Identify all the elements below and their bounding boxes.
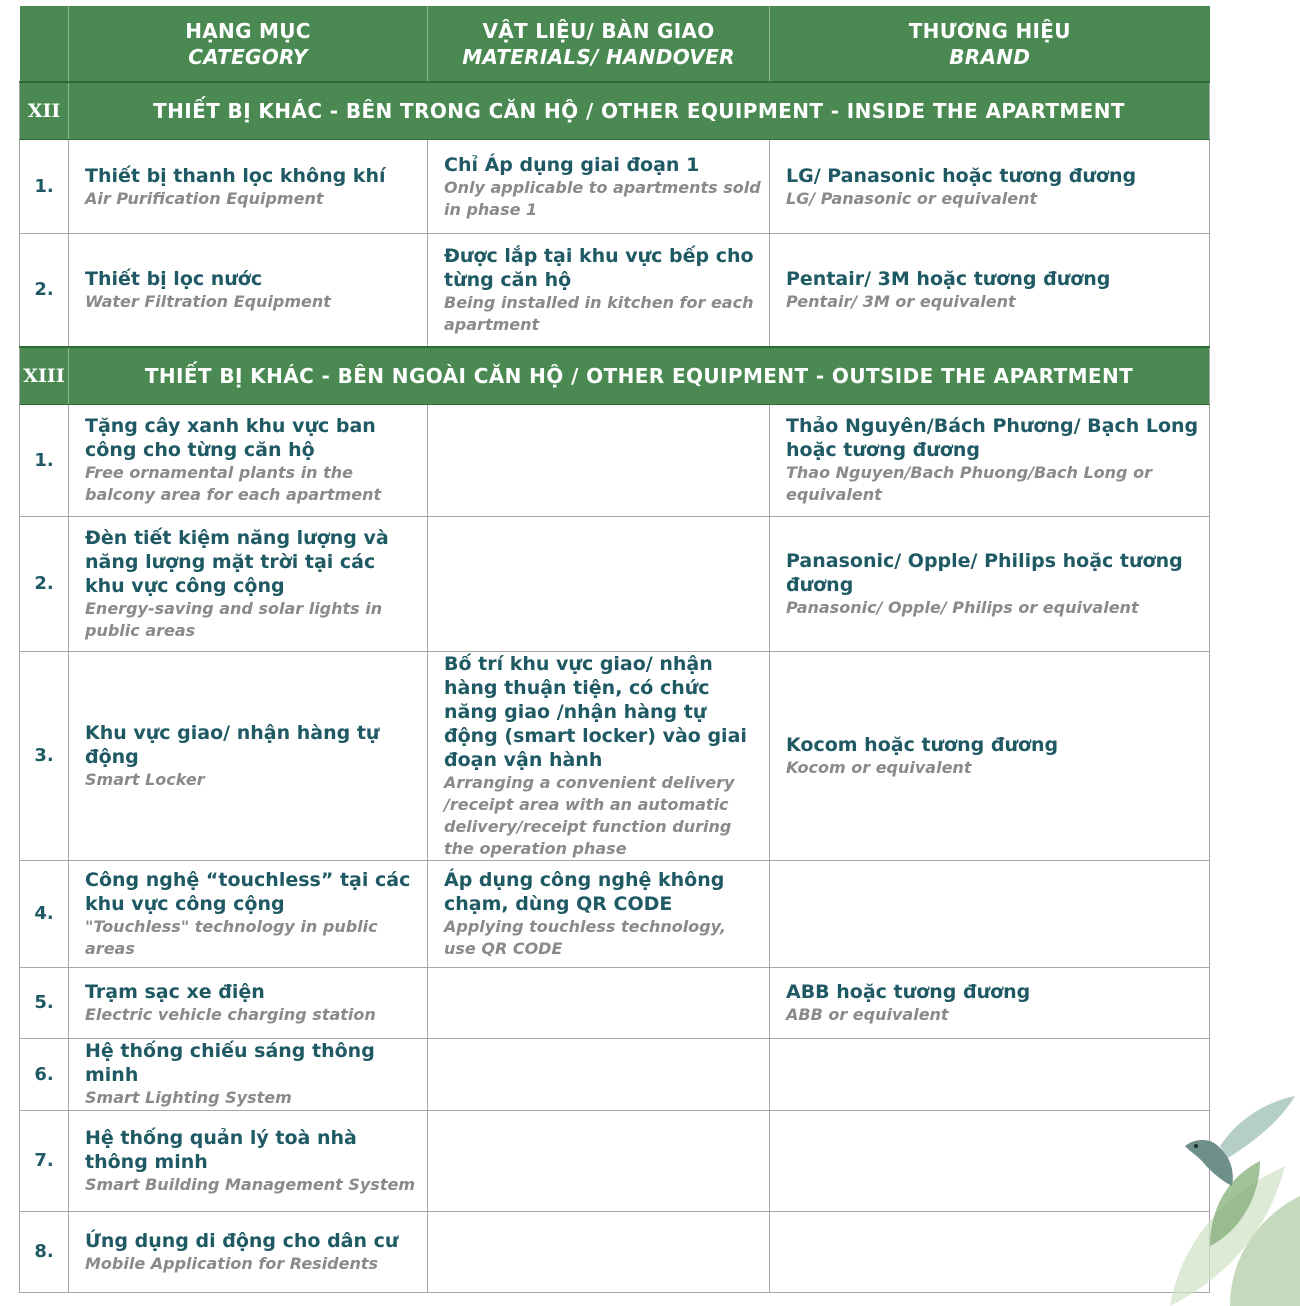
materials-vi: Áp dụng công nghệ không chạm, dùng QR CODE <box>444 868 725 915</box>
category-en: Smart Lighting System <box>85 1088 292 1107</box>
header-brand <box>770 6 1210 82</box>
brand-cell <box>770 651 1210 860</box>
category-en: Smart Locker <box>85 769 205 789</box>
brand-vi: Panasonic/ Opple/ Philips hoặc tương đương <box>786 549 1183 596</box>
table-row <box>20 860 1210 967</box>
category-cell <box>69 516 428 651</box>
brand-en: Kocom or equivalent <box>786 757 972 777</box>
equipment-spec-table-container <box>19 6 1209 1293</box>
category-cell <box>69 140 428 234</box>
section-roman-numeral: XII <box>20 82 69 140</box>
materials-cell <box>428 140 770 234</box>
brand-vi: Pentair/ 3M hoặc tương đương <box>786 267 1111 290</box>
row-number: 4. <box>20 860 69 967</box>
category-cell <box>69 1211 428 1292</box>
header-materials-en: MATERIALS/ HANDOVER <box>462 44 735 69</box>
brand-en: ABB or equivalent <box>786 1004 949 1024</box>
table-row <box>20 140 1210 234</box>
row-number: 8. <box>20 1211 69 1292</box>
table-row <box>20 1211 1210 1292</box>
brand-vi: Kocom hoặc tương đương <box>786 733 1059 756</box>
materials-cell <box>428 1211 770 1292</box>
header-number-col <box>20 6 69 82</box>
category-cell <box>69 1038 428 1110</box>
category-vi: Hệ thống chiếu sáng thông minh <box>85 1040 375 1086</box>
header-materials-vi: VẬT LIỆU/ BÀN GIAO <box>482 18 715 43</box>
category-vi: Trạm sạc xe điện <box>85 980 265 1003</box>
materials-cell <box>428 860 770 967</box>
materials-cell <box>428 234 770 347</box>
brand-cell <box>770 404 1210 516</box>
materials-en: Being installed in kitchen for each apartment <box>444 292 754 334</box>
row-number: 2. <box>20 516 69 651</box>
category-cell <box>69 404 428 516</box>
section-header-xiii <box>20 347 1210 405</box>
brand-vi: ABB hoặc tương đương <box>786 980 1031 1003</box>
category-cell <box>69 860 428 967</box>
category-en: Electric vehicle charging station <box>85 1004 376 1024</box>
materials-en: Only applicable to apartments sold in phase 1 <box>444 177 761 219</box>
category-en: Air Purification Equipment <box>85 188 324 208</box>
brand-cell <box>770 140 1210 234</box>
materials-cell <box>428 651 770 860</box>
category-vi: Đèn tiết kiệm năng lượng và năng lượng mặt trời tại các khu vực công cộng <box>85 526 389 597</box>
category-en: "Touchless" technology in public areas <box>85 916 378 958</box>
materials-vi: Được lắp tại khu vực bếp cho từng căn hộ <box>444 244 754 291</box>
section-roman-numeral: XIII <box>20 347 69 405</box>
brand-vi: Thảo Nguyên/Bách Phương/ Bạch Long hoặc tương đương <box>786 415 1199 461</box>
row-number: 7. <box>20 1110 69 1211</box>
table-row <box>20 651 1210 860</box>
category-en: Free ornamental plants in the balcony area for each apartment <box>85 463 382 504</box>
equipment-spec-table <box>19 6 1210 1293</box>
materials-vi: Bố trí khu vực giao/ nhận hàng thuận tiện, có chức năng giao /nhận hàng tự động (smart locker) vào giai đoạn vận hành <box>444 652 747 771</box>
header-materials <box>428 6 770 82</box>
row-number: 5. <box>20 967 69 1038</box>
materials-en: Applying touchless technology, use QR CODE <box>444 916 726 958</box>
category-cell <box>69 967 428 1038</box>
header-category-en: CATEGORY <box>188 44 308 69</box>
row-number: 1. <box>20 140 69 234</box>
category-en: Mobile Application for Residents <box>85 1253 379 1273</box>
section-header-xii <box>20 82 1210 140</box>
category-vi: Ứng dụng di động cho dân cư <box>85 1229 399 1252</box>
category-vi: Hệ thống quản lý toà nhà thông minh <box>85 1126 357 1173</box>
category-en: Smart Building Management System <box>85 1174 415 1194</box>
brand-cell <box>770 516 1210 651</box>
header-category-vi: HẠNG MỤC <box>185 18 311 43</box>
category-en: Water Filtration Equipment <box>85 291 331 311</box>
brand-en: LG/ Panasonic or equivalent <box>786 188 1038 208</box>
row-number: 3. <box>20 651 69 860</box>
brand-en: Pentair/ 3M or equivalent <box>786 291 1016 311</box>
row-number: 1. <box>20 404 69 516</box>
table-row <box>20 967 1210 1038</box>
category-vi: Thiết bị thanh lọc không khí <box>85 164 386 187</box>
materials-cell <box>428 404 770 516</box>
category-cell <box>69 234 428 347</box>
category-vi: Công nghệ “touchless” tại các khu vực công cộng <box>85 868 411 915</box>
row-number: 6. <box>20 1038 69 1110</box>
table-header-row <box>20 6 1210 82</box>
bird-and-leaves-decoration <box>1110 1046 1300 1306</box>
brand-vi: LG/ Panasonic hoặc tương đương <box>786 164 1137 187</box>
materials-vi: Chỉ Áp dụng giai đoạn 1 <box>444 153 700 176</box>
category-vi: Tặng cây xanh khu vực ban công cho từng căn hộ <box>85 415 376 461</box>
table-row <box>20 516 1210 651</box>
category-vi: Thiết bị lọc nước <box>85 267 263 290</box>
row-number: 2. <box>20 234 69 347</box>
table-row <box>20 1038 1210 1110</box>
materials-cell <box>428 1110 770 1211</box>
brand-en: Panasonic/ Opple/ Philips or equivalent <box>786 597 1139 617</box>
table-row <box>20 234 1210 347</box>
category-vi: Khu vực giao/ nhận hàng tự động <box>85 721 380 768</box>
brand-cell <box>770 234 1210 347</box>
materials-cell <box>428 967 770 1038</box>
section-title: THIẾT BỊ KHÁC - BÊN TRONG CĂN HỘ / OTHER EQUIPMENT - INSIDE THE APARTMENT <box>69 82 1210 140</box>
brand-cell <box>770 967 1210 1038</box>
bird-eye <box>1194 1144 1198 1148</box>
header-brand-vi: THƯƠNG HIỆU <box>908 18 1071 43</box>
category-en: Energy-saving and solar lights in public areas <box>85 598 383 640</box>
materials-cell <box>428 1038 770 1110</box>
brand-en: Thao Nguyen/Bach Phuong/Bach Long or equivalent <box>786 463 1152 504</box>
table-row <box>20 404 1210 516</box>
category-cell <box>69 1110 428 1211</box>
brand-cell <box>770 860 1210 967</box>
section-title: THIẾT BỊ KHÁC - BÊN NGOÀI CĂN HỘ / OTHER EQUIPMENT - OUTSIDE THE APARTMENT <box>69 347 1210 405</box>
table-row <box>20 1110 1210 1211</box>
bird-wing-shape <box>1220 1096 1295 1158</box>
materials-cell <box>428 516 770 651</box>
category-cell <box>69 651 428 860</box>
materials-en: Arranging a convenient delivery /receipt area with an automatic delivery/receipt function during the operation phase <box>444 772 735 858</box>
header-brand-en: BRAND <box>949 44 1031 69</box>
header-category <box>69 6 428 82</box>
